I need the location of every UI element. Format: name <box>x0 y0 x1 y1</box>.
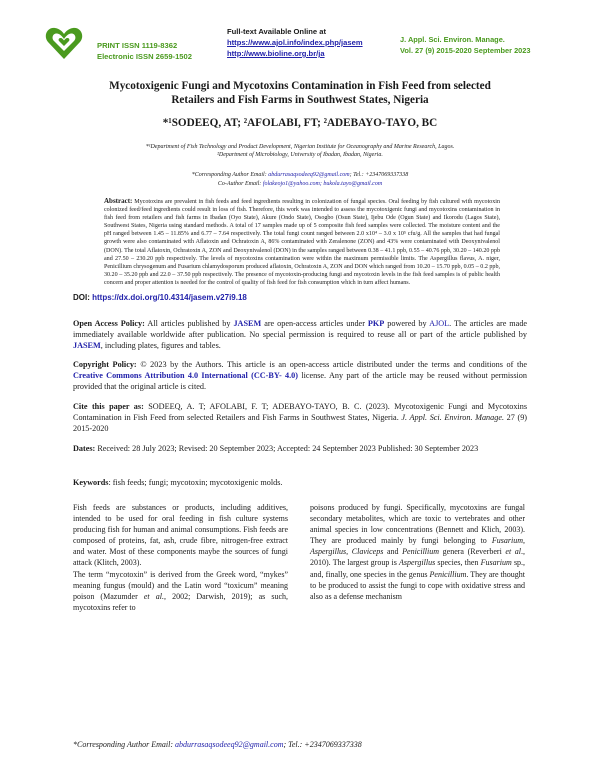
copyright-text: © 2023 by the Authors. This article is an open-access article distributed under the terms and conditions of the <box>140 360 528 369</box>
electronic-issn: Electronic ISSN 2659-1502 <box>97 52 192 61</box>
abstract-text: Mycotoxins are prevalent in fish feeds and feed ingredients resulting in colonization of fungal species. Oral feeding by fish cultured with mycotoxin colonized feed/feed ingredients could result in loss of fish. Therefore, this work was intended to assess the mycotoxigenic fungi and mycotoxins contamination in fish feed from retailers and fish farms in Ibadan (Oyo State), Akure (Ondo State), Osogbo (Osun State), Ijebu Ode (Ogun State) and Ikorodu (Lagos State), Southwest States, Nigeria using standard methods. A total of 17 samples made up of 5 composite fish feed samples were collected. The moisture content and the pH ranged between 1.45 – 11.85% and 6.77 – 7.64 respectively. The total fungi count ranged between 2.0 x10⁴ – 3.0 x 10⁵ cfu/g. All the samples that had fungal growth were also contaminated with Aflatoxin and Ochratoxin A, 86% contaminated with Zeralenone (ZON) and 43% were contaminated with Deoxynivalenol (DON). The total Aflatoxin, Ochratoxin A, ZON and Deoxynivalenol (DON) in the samples ranged between 0.38 – 41.1 ppb, 0.55 – 40.76 ppb, 30.20 – 140.20 ppb and 27.50 – 230.20 ppb respectively. The levels of mycotoxins contamination were within the maximum permissible limits. The Aspergillus flavus, A. niger, Penicillium chrysogenum and Fusarium chlamydosporum produced aflatoxin, Ochratoxin A, ZON and DON which ranged from 10.20 – 15.70 ppb, 0.05 – 0.2 ppb, 30.20 – 35.20 ppb and 22.0 – 37.50 ppb respectively. The presence of mycotoxin-producing fungi and mycotoxin levels in the fish feed samples is of public health concern and proper attention is needed for the control of quality of fish feed for fish consumption which in turn affect humans. <box>104 199 501 286</box>
copyright-policy <box>73 359 527 393</box>
body-italic: et al. <box>143 591 164 601</box>
keywords-text: : fish feeds; fungi; mycotoxin; mycotoxigenic molds. <box>108 478 283 487</box>
authors: *¹SODEEQ, AT; ²AFOLABI, FT; ²ADEBAYO-TAYO, BC <box>162 117 438 129</box>
copyright-text: license. Any part of the article may be reused without permission provided that the original article is cited. <box>73 371 527 392</box>
body-italic: Claviceps <box>351 547 384 557</box>
pkp-link[interactable]: PKP <box>367 319 385 328</box>
doi-label: DOI: <box>73 293 90 302</box>
journal-name: J. Appl. Sci. Environ. Manage. <box>400 35 505 44</box>
body-column-right <box>310 502 525 602</box>
dates <box>73 443 527 454</box>
body-text: sp., and, finally, one species in the genus <box>310 558 526 579</box>
body-paragraph <box>73 569 288 613</box>
page-footer <box>73 740 362 749</box>
open-access-policy <box>73 318 527 352</box>
license-link[interactable]: Creative Commons Attribution 4.0 International (CC-BY- 4.0) <box>73 371 298 381</box>
journal-volume: Vol. 27 (9) 2015-2020 September 2023 <box>400 46 531 55</box>
print-issn: PRINT ISSN 1119-8362 <box>97 41 178 50</box>
body-text: poisons produced by fungi. Specifically, mycotoxins are fungal secondary metabolites, which are toxic to vertebrates and other animal species in low concentrations (Bennett and Klich, 2003). They are produced mainly by fungi belonging to <box>310 503 525 546</box>
contact-block <box>70 171 530 188</box>
title-line: Mycotoxigenic Fungi and Mycotoxins Contamination in Fish Feed from selected <box>109 80 491 92</box>
body-text: ., 2010). The largest group is <box>310 547 526 568</box>
fulltext-label: Full-text Available Online at <box>227 27 327 36</box>
corr-label: *Corresponding Author Email: <box>191 172 267 178</box>
policy-text: All articles published by <box>147 319 231 328</box>
dates-label: Dates: <box>73 444 96 453</box>
body-italic: Aspergillus <box>399 558 436 568</box>
fulltext-block <box>227 26 363 59</box>
body-text: . They are thought to be produced to assist the fungi to cope with oxidative stress and also as a defense mechanism <box>310 569 526 601</box>
body-column-left <box>73 502 288 613</box>
body-text: and <box>386 547 399 557</box>
coauthor-email-link[interactable]: folakeojo1@yahoo.com; bukola.tayo@gmail.com <box>262 180 383 187</box>
open-access-label: Open Access Policy: <box>73 319 145 328</box>
affiliation-2: ²Department of Microbiology, University of Ibadan, Ibadan, Nigeria. <box>217 152 383 158</box>
body-paragraph <box>310 502 525 602</box>
body-italic: Penicillium <box>429 569 467 579</box>
body-italic: et al <box>505 547 522 557</box>
footer-email-link[interactable]: abdurrasaqsodeeq92@gmail.com <box>175 740 284 749</box>
body-text: , <box>346 547 349 557</box>
affiliations <box>70 143 530 159</box>
keywords <box>73 477 527 488</box>
bioline-link[interactable]: http://www.bioline.org.br/ja <box>227 49 325 58</box>
abstract <box>104 197 500 287</box>
body-text: The term “mycotoxin” is derived from the Greek word, “mykes” meaning fungus (mould) and the Latin word “toxicum” meaning poison (Mazumder <box>73 569 288 601</box>
citation <box>73 401 527 435</box>
body-text: , <box>523 536 526 546</box>
jasem-link[interactable]: JASEM <box>233 319 262 328</box>
body-paragraph: Fish feeds are substances or products, including additives, intended to be used for oral feeding in fish culture systems producing fish for human and animal consumptions. Fish feeds are composed of proteins, fat, ash, crude fibre, nitrogen-free extract and water. Most of these components maybe the sources of fungi attack (Klitch, 2003). <box>73 503 288 568</box>
journal-info <box>400 34 531 56</box>
affiliation-1: *¹Department of Fish Technology and Product Development, Nigerian Institute for Oceanography and Marine Research, Lagos. <box>145 144 455 150</box>
cite-label: Cite this paper as: <box>73 402 144 411</box>
jasem-link-2[interactable]: JASEM <box>73 341 101 351</box>
ajol-text-link[interactable]: AJOL <box>429 319 450 328</box>
journal-logo-icon <box>44 24 84 62</box>
body-italic: Penicillium <box>402 547 440 557</box>
issn-block <box>97 40 192 62</box>
footer-tel: ; Tel.: +2347069337338 <box>283 740 362 749</box>
body-italic: Fusarium <box>491 536 524 546</box>
body-italic: Fusarium <box>480 558 512 568</box>
body-text: genera (Reverberi <box>442 547 502 557</box>
doi-line <box>73 293 247 302</box>
policy-text: powered by <box>387 319 427 328</box>
copyright-label: Copyright Policy: <box>73 360 137 369</box>
coauthor-label: Co-Author Email: <box>217 180 262 187</box>
cite-volume: 27 (9) 2015-2020 <box>73 413 528 434</box>
ajol-link[interactable]: https://www.ajol.info/index.php/jasem <box>227 38 363 47</box>
keywords-label: Keywords <box>73 478 109 487</box>
corr-tel: ; Tel.: +2347069337338 <box>349 172 409 178</box>
doi-link[interactable]: https://dx.doi.org/10.4314/jasem.v27i9.18 <box>92 293 247 302</box>
body-text: , 2002; Darwish, 2019); as such, mycotoxins refer to <box>73 591 289 612</box>
policy-text: , including plates, figures and tables. <box>100 341 221 351</box>
body-text: species, then <box>437 558 479 568</box>
body-italic: Aspergillus <box>310 547 347 557</box>
footer-label: *Corresponding Author Email: <box>73 740 174 749</box>
abstract-heading: Abstract: <box>104 197 133 205</box>
policy-text: . The articles are made immediately available worldwide after publication. No special permission is required to reuse all or part of the article published by <box>73 319 528 340</box>
title-line: Retailers and Fish Farms in Southwest States, Nigeria <box>171 94 429 106</box>
policy-text: are open-access articles under <box>264 319 365 328</box>
cite-journal: J. Appl. Sci. Environ. Manage. <box>401 413 505 423</box>
dates-text: Received: 28 July 2023; Revised: 20 September 2023; Accepted: 24 September 2023 Published: 30 September 2023 <box>97 444 479 453</box>
corr-email-link[interactable]: abdurrasaqsodeeq92@gmail.com <box>268 172 350 178</box>
cite-text: SODEEQ, A. T; AFOLABI, F. T; ADEBAYO-TAYO, B. C. (2023). Mycotoxigenic Fungi and Mycotoxins Contamination in Fish Feed from selected Retailers and Fish Farms in Southwest States, Nigeria. <box>73 402 528 423</box>
article-title <box>70 79 530 107</box>
